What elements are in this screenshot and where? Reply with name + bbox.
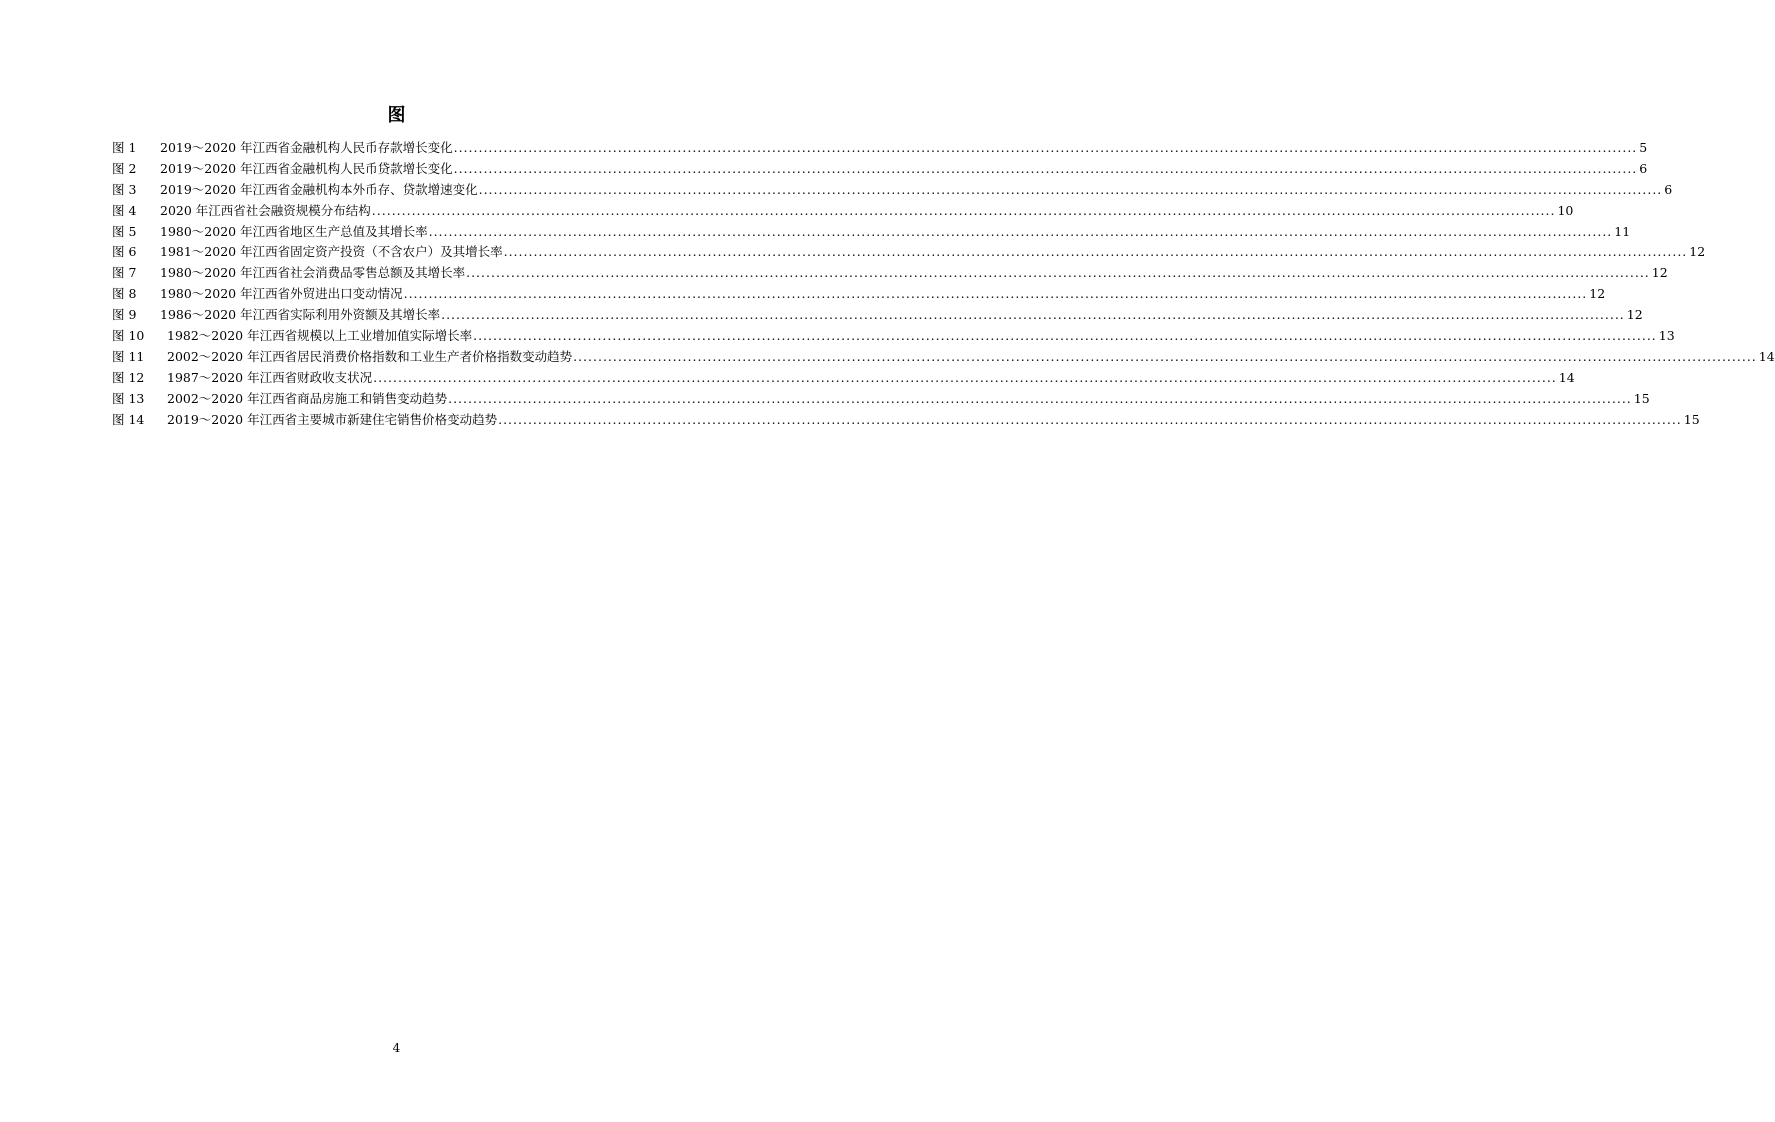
figure-page-number: 15 — [1633, 390, 1650, 406]
figure-page-number: 12 — [1689, 244, 1706, 260]
figure-label: 图 2 — [112, 160, 137, 176]
figure-page-number: 15 — [1683, 411, 1700, 427]
figure-page-number: 12 — [1626, 307, 1643, 323]
toc-entry[interactable] — [112, 159, 1648, 180]
dot-leader — [373, 368, 1557, 389]
figure-label: 图 13 — [112, 390, 145, 406]
figure-label: 图 10 — [112, 328, 145, 344]
toc-entry[interactable] — [112, 201, 1574, 222]
figure-title: 1980～2020 年江西省社会消费品零售总额及其增长率 — [160, 265, 466, 281]
page-title: 图 — [387, 105, 406, 126]
figure-title: 1987～2020 年江西省财政收支状况 — [167, 369, 373, 385]
toc-entry[interactable] — [112, 326, 1675, 347]
figure-label: 图 1 — [112, 140, 137, 155]
figure-title: 2002～2020 年江西省居民消费价格指数和工业生产者价格指数变动趋势 — [167, 348, 573, 364]
toc-entry[interactable] — [112, 347, 1775, 368]
figure-label: 图 11 — [112, 348, 145, 364]
figure-title: 1982～2020 年江西省规模以上工业增加值实际增长率 — [167, 328, 473, 344]
toc-entry[interactable] — [112, 242, 1706, 263]
dot-leader — [473, 326, 1657, 347]
figure-title: 1980～2020 年江西省外贸进出口变动情况 — [160, 286, 403, 302]
dot-leader — [573, 347, 1757, 368]
dot-leader — [448, 389, 1632, 410]
figure-title: 2002～2020 年江西省商品房施工和销售变动趋势 — [167, 390, 448, 406]
toc-entry[interactable] — [112, 138, 1648, 159]
figure-page-number: 10 — [1557, 202, 1574, 218]
toc-entry[interactable] — [112, 263, 1668, 284]
figure-label: 图 6 — [112, 244, 137, 260]
figure-page-number: 6 — [1639, 160, 1648, 176]
page-number: 4 — [392, 1041, 401, 1055]
dot-leader — [479, 180, 1663, 201]
dot-leader — [429, 222, 1613, 243]
figure-label: 图 3 — [112, 181, 137, 197]
figure-title: 1980～2020 年江西省地区生产总值及其增长率 — [160, 223, 428, 239]
figure-page-number: 14 — [1558, 369, 1575, 385]
dot-leader — [404, 284, 1588, 305]
figure-title: 2019～2020 年江西省金融机构人民币存款增长变化 — [160, 140, 453, 155]
dot-leader — [441, 305, 1625, 326]
toc-entry[interactable] — [112, 180, 1673, 201]
figure-label: 图 5 — [112, 223, 137, 239]
figure-label: 图 4 — [112, 202, 137, 218]
figure-title: 1981～2020 年江西省固定资产投资（不含农户）及其增长率 — [160, 244, 503, 260]
figure-label: 图 9 — [112, 307, 137, 323]
dot-leader — [504, 242, 1688, 263]
figure-page-number: 13 — [1658, 328, 1675, 344]
figure-title: 2020 年江西省社会融资规模分布结构 — [160, 202, 371, 218]
figure-page-number: 11 — [1614, 223, 1631, 239]
figure-page-number: 5 — [1639, 140, 1648, 155]
dot-leader — [466, 263, 1650, 284]
figure-page-number: 14 — [1758, 348, 1775, 364]
dot-leader — [454, 138, 1638, 159]
toc-entry[interactable] — [112, 222, 1631, 243]
figure-label: 图 12 — [112, 369, 145, 385]
figure-title: 1986～2020 年江西省实际利用外资额及其增长率 — [160, 307, 441, 323]
figure-list — [112, 138, 1775, 430]
figure-page-number: 12 — [1651, 265, 1668, 281]
toc-entry[interactable] — [112, 305, 1643, 326]
dot-leader — [454, 159, 1638, 180]
figure-page-number: 6 — [1664, 181, 1673, 197]
figure-title: 2019～2020 年江西省金融机构本外币存、贷款增速变化 — [160, 181, 478, 197]
figure-label: 图 8 — [112, 286, 137, 302]
figure-title: 2019～2020 年江西省金融机构人民币贷款增长变化 — [160, 160, 453, 176]
figure-label: 图 14 — [112, 411, 145, 427]
toc-entry[interactable] — [112, 284, 1606, 305]
toc-entry[interactable] — [112, 410, 1700, 431]
figure-label: 图 7 — [112, 265, 137, 281]
dot-leader — [498, 410, 1682, 431]
toc-entry[interactable] — [112, 368, 1575, 389]
figure-page-number: 12 — [1589, 286, 1606, 302]
toc-entry[interactable] — [112, 389, 1650, 410]
dot-leader — [372, 201, 1556, 222]
figure-title: 2019～2020 年江西省主要城市新建住宅销售价格变动趋势 — [167, 411, 498, 427]
